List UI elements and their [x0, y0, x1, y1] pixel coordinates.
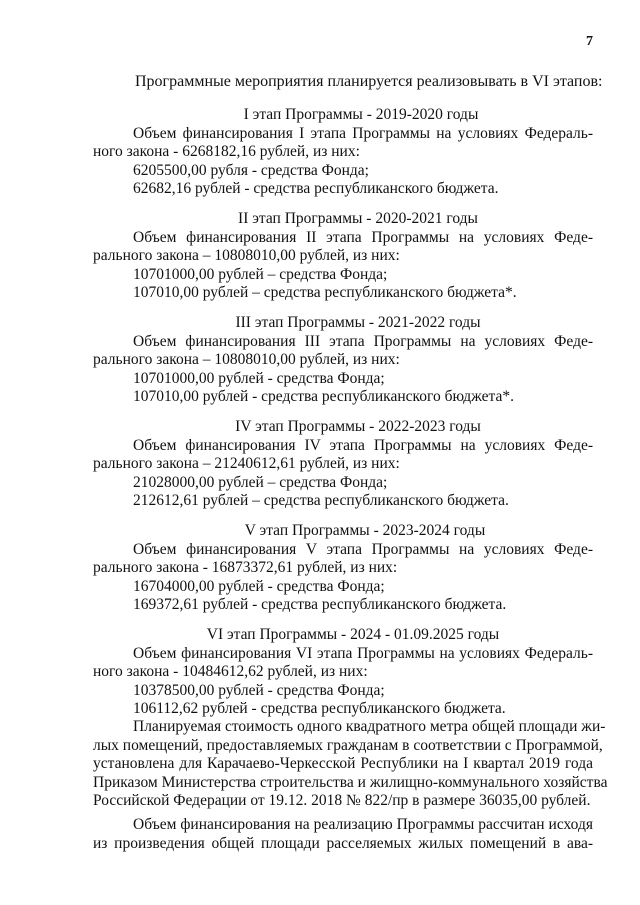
stage-budget-amount: 106112,62 рублей - средства республиканского бюджета. [133, 700, 506, 717]
paragraph-line: Планируемая стоимость одного квадратного метра общей площади жи- [133, 718, 606, 735]
stage-budget-amount: 107010,00 рублей – средства республиканского бюджета*. [133, 284, 517, 301]
stage-funding-line: рального закона - 16873372,61 рублей, из них: [93, 559, 398, 576]
stage-budget-amount: 107010,00 рублей - средства республиканского бюджета*. [133, 388, 514, 405]
stage-funding-line: ного закона - 6268182,16 рублей, из них: [93, 143, 360, 160]
cost-paragraph [93, 718, 608, 811]
intro-text: Программные мероприятия планируется реализовывать в VI этапов: [135, 73, 603, 90]
stage-heading: V этап Программы - 2023-2024 годы [244, 522, 486, 539]
stage-budget-amount: 169372,61 рублей - средства республиканского бюджета. [133, 596, 507, 613]
stage-fund-amount: 21028000,00 рублей – средства Фонда; [133, 473, 388, 491]
stage-funding-line: Объем финансирования V этапа Программы на условиях Феде- [133, 540, 593, 558]
stage-funding-line: ного закона - 10484612,62 рублей, из них: [93, 663, 368, 680]
stage-section [93, 106, 593, 199]
page-number: 7 [586, 34, 593, 49]
paragraph-line: Объем финансирования на реализацию Программы рассчитан исходя [133, 816, 593, 833]
stage-heading: VI этап Программы - 2024 - 01.09.2025 годы [206, 626, 500, 643]
stage-funding-line: рального закона – 10808010,00 рублей, из них: [93, 247, 400, 264]
paragraph-line: установлена для Карачаево-Черкесской Республики на I квартал 2019 года [93, 755, 593, 772]
stage-fund-amount: 16704000,00 рублей - средства Фонда; [133, 577, 385, 595]
paragraph-line: Российской Федерации от 19.12. 2018 № 822/пр в размере 36035,00 рублей. [93, 792, 591, 809]
stage-section [93, 314, 593, 407]
stage-heading: I этап Программы - 2019-2020 годы [243, 106, 479, 123]
stage-budget-amount: 212612,61 рублей – средства республиканского бюджета. [133, 492, 509, 509]
stage-heading: II этап Программы - 2020-2021 годы [238, 210, 478, 227]
stage-funding-line: Объем финансирования II этапа Программы на условиях Феде- [133, 228, 593, 246]
paragraph-line: из произведения общей площади расселяемых жилых помещений в ава- [93, 834, 593, 852]
stage-fund-amount: 10378500,00 рублей - средства Фонда; [133, 681, 385, 699]
stage-fund-amount: 10701000,00 рублей - средства Фонда; [133, 369, 385, 387]
stage-funding-line: рального закона – 21240612,61 рублей, из них: [93, 455, 400, 472]
stage-section [93, 626, 593, 719]
stage-funding-line: Объем финансирования III этапа Программы на условиях Феде- [133, 332, 593, 350]
stage-funding-line: Объем финансирования IV этапа Программы на условиях Феде- [133, 436, 593, 454]
stage-fund-amount: 6205500,00 рубля - средства Фонда; [133, 161, 369, 179]
stage-funding-line: Объем финансирования VI этапа Программы на условиях Федераль- [133, 644, 593, 662]
paragraph-line: лых помещений, предоставляемых гражданам в соответствии с Программой, [93, 736, 603, 754]
stage-section [93, 210, 593, 303]
stage-section [93, 522, 593, 615]
stage-heading: III этап Программы - 2021-2022 годы [235, 314, 481, 331]
paragraph-line: Приказом Министерства строительства и жилищно-коммунального хозяйства [93, 773, 608, 791]
stage-funding-line: Объем финансирования I этапа Программы на условиях Федераль- [133, 124, 593, 142]
stage-fund-amount: 10701000,00 рублей – средства Фонда; [133, 265, 388, 283]
funding-paragraph [93, 816, 593, 853]
stage-funding-line: рального закона – 10808010,00 рублей, из них: [93, 351, 400, 368]
stage-budget-amount: 62682,16 рублей - средства республиканского бюджета. [133, 180, 499, 197]
stage-section [93, 418, 593, 511]
stage-heading: IV этап Программы - 2022-2023 годы [235, 418, 481, 435]
